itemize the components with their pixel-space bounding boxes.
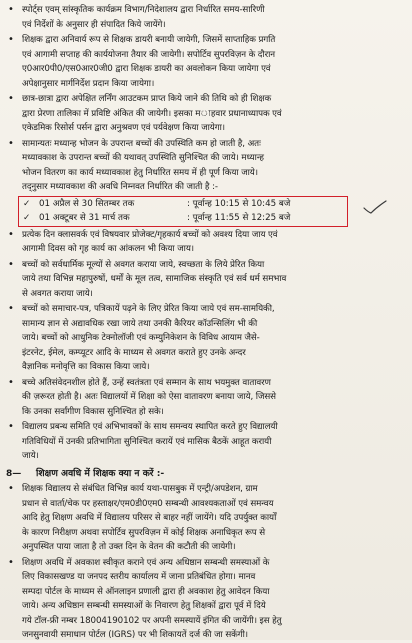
bullet-icon: • [8,303,14,314]
handwritten-tick-icon [362,199,388,215]
lunch-timing-box [18,196,348,227]
bullet-icon: • [8,258,14,270]
list-item [8,3,404,32]
bullet-icon: • [8,483,14,494]
paragraph-text: शिक्षण अवधि में अवकाश स्वीकृत कराने एवं अन्य अधिष्ठान सम्बन्धी समस्याओं के लिए विकासखण्ड या जनपद स्तरीय कार्यालय में जाना प्रतिबंधित होगा। मानव सम्पदा पोर्टल के माध्यम से ऑनलाइन प्रणाली द्वारा ही अवकाश हेतु आवेदन किया जाये। अन्य अधिष्ठान सम्बन्धी समस्याओं के निवारण हेतु शिक्षकों द्वारा पूर्व में दिये गये टॉल-फ्री नम्बर 18004190102 पर अपनी समस्यायें इंगित की जायेंगी। इस हेतु जनसुनवायी समाधान पोर्टल (IGRS) पर भी शिकायतें दर्ज की जा सकेंगी। [22,557,282,640]
bullet-icon: • [8,376,14,388]
list-item [8,556,404,643]
paragraph-text: बच्चों को समाचार-पत्र, पत्रिकायें पढ़ने के लिए प्रेरित किया जाये एवं सम-सामयिकी, सामान्य ज्ञान से अद्यावधिक रखा जाये तथा उनकी कैरियर कॉउन्सिलिंग भी की जाये। बच्चों को आधुनिक टेक्नोलॉजी एवं कम्युनिकेशन के विविध आयाम जैसे- इंटरनेट, ईमेल, कम्प्यूटर आदि के माध्यम से अवगत कराते हुए उनके अन्दर वैज्ञानिक मनोवृत्ति का विकास किया जाये। [22,304,275,372]
bullet-icon: • [8,421,14,432]
bullet-icon: • [8,93,14,104]
bullet-icon: • [8,228,14,240]
bullet-icon: • [8,4,14,15]
section-title: शिक्षण अवधि में शिक्षक क्या न करें :- [36,467,165,479]
bullet-icon: • [8,34,14,45]
lunch-time: : पूर्वान्ह 11:55 से 12:25 बजे [187,213,291,223]
lunch-period: 01 अप्रैल से 30 सितम्बर तक [39,198,135,209]
checkmark-icon: ✓ [23,198,31,209]
list-item [8,228,404,257]
paragraph-text: प्रत्येक दिन क्लासवर्क एवं विषयवार प्रोजेक्ट/गृहकार्य बच्चों को अवश्य दिया जाय एवं आगामी दिवस को गृह कार्य का आंकलन भी किया जाय। [22,229,278,254]
paragraph-text: बच्चे अतिसंवेदनशील होते हैं, उन्हें स्वतंत्रता एवं सम्मान के साथ भयमुक्त वातावरण की ज़रूरत होती है। अतः विद्यालयों में शिक्षा को ऐसा वातावरण बनाया जाये, जिससे कि उनका सर्वांगीण विकास सुनिश्चित हो सके। [22,377,276,417]
list-item [8,482,404,555]
lunch-timing-row [23,211,343,226]
list-item [8,302,404,375]
paragraph-text: विद्यालय प्रबन्ध समिति एवं अभिभावकों के साथ समन्वय स्थापित करते हुए विद्यालयी गतिविधियों में उनकी प्रतिभागिता सुनिश्चित करायें एवं मासिक बैठकें आहूत करायी जाये। [22,422,278,461]
list-item [8,92,404,136]
checkmark-icon: ✓ [23,213,31,223]
lunch-timing-row [23,197,343,212]
paragraph-text: सामान्यतः मध्यान्ह भोजन के उपरान्त बच्चों की उपस्थिति कम हो जाती है, अतः मध्यावकाश के उपरान्त बच्चों की यथावत् उपस्थिति सुनिश्चित की जाये। मध्यान्ह भोजन वितरण का कार्य मध्यावकाश हेतु निर्धारित समय में ही पूर्ण किया जाये। तद्नुसार मध्यावकाश की अवधि निम्नवत निर्धारित की जाती है :- [22,138,264,192]
list-item [8,33,404,91]
list-item [8,420,404,464]
list-item [8,137,404,195]
section-number: 8— [6,468,22,479]
lunch-time: : पूर्वान्ह 10:15 से 10:45 बजे [187,198,291,209]
paragraph-text: बच्चों को सर्वधार्मिक मूल्यों से अवगत कराया जाये, स्वच्छता के लिये प्रेरित किया जाये तथा विभिन्न महापुरुषों, धर्मों के मूल तत्व, सामाजिक संस्कृति एवं सर्व धर्म समभाव से अवगत कराया जाये। [22,259,287,299]
paragraph-text: शिक्षक द्वारा अनिवार्य रूप से शिक्षक डायरी बनायी जायेगी, जिसमें साप्ताहिक प्रगति एवं आगामी सप्ताह की कार्ययोजना तैयार की जायेगी। सपोर्टिव सुपरविज़न के दौरान ए0आर0पी0/एस0आर0जी0 द्वारा शिक्षक डायरी का अवलोकन किया जायेगा एवं अपेक्षानुसार मार्गनिर्देश प्रदान किया जायेगा। [22,35,276,89]
paragraph-text: स्पोर्ट्स एवम् सांस्कृतिक कार्यक्रम विभाग/निदेशालय द्वारा निर्धारित समय-सारिणी एवं निर्देशों के अनुसार ही संपादित किये जायेंगे। [22,5,265,30]
paragraph-text: शिक्षक विद्यालय से संबंधित विभिन्न कार्य यथा-पासबुक में एन्ट्री/अपडेशन, ग्राम प्रधान से वार्ता/चेक पर हस्ताक्षर/एम0डी0एम0 सम्बन्धी आवश्यकताओं एवं समन्वय आदि हेतु शिक्षण अवधि में विद्यालय परिसर से बाहर नहीं जायेंगे। यदि उपर्युक्त कार्यों के कारण निरीक्षण अथवा सपोर्टिव सुपरविज़न में कोई शिक्षक अनाधिकृत रूप से अनुपस्थित पाया जाता है तो उक्त दिन के वेतन की कटौती की जायेगी। [22,484,277,552]
lunch-period: 01 अक्टूबर से 31 मार्च तक [39,213,130,223]
section-heading [6,467,404,482]
paragraph-text: छात्र-छात्रा द्वारा अपेक्षित लर्निंग आउटकम प्राप्त किये जाने की तिथि को ही शिक्षक द्वारा प्रेरणा तालिका में प्रविष्टि अंकित की जायेगी। इसका मাहवार प्रधानाध्यापक एवं एकेडमिक रिसोर्स पर्सन द्वारा अनुश्रवण एवं पर्यवेक्षण किया जायेगा। [22,94,282,133]
list-item [8,258,404,302]
bullet-icon: • [8,556,14,568]
list-item [8,376,404,420]
bullet-icon: • [8,137,14,149]
